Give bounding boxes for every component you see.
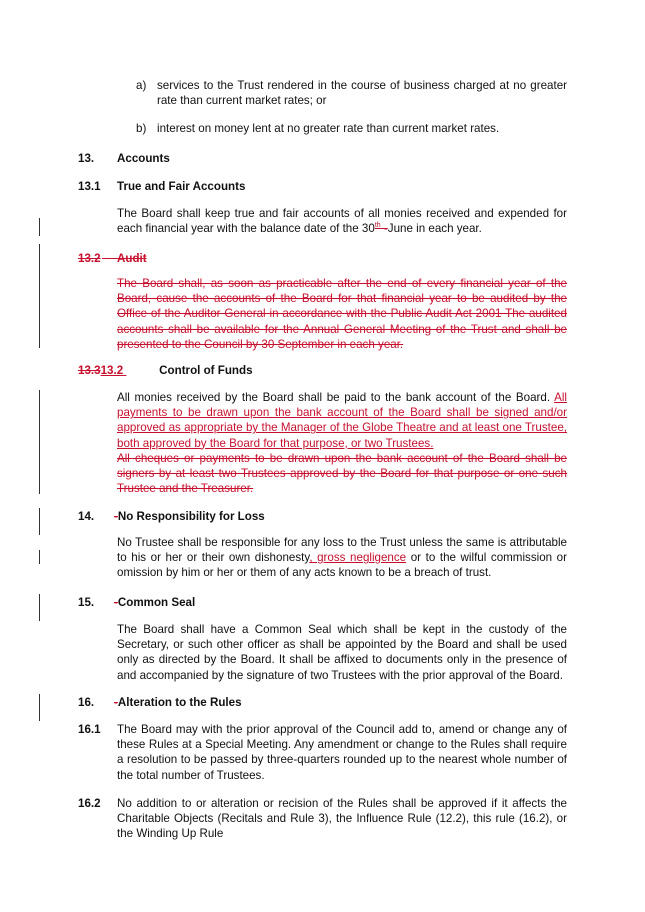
- section-heading: [114, 595, 195, 610]
- paragraph: [117, 390, 567, 496]
- section-heading: [114, 509, 265, 524]
- section-number: 13.: [78, 152, 95, 165]
- deleted-tab: [102, 251, 117, 266]
- paragraph-text: No Trustee shall be responsible for any loss to the Trust unless the same is attributable to his or her or their own dishonesty: [117, 536, 567, 565]
- section-heading-text: Common Seal: [117, 596, 196, 609]
- deleted-char: -: [114, 696, 118, 709]
- subsection-number: 16.1: [78, 723, 101, 736]
- subsection-number: [78, 363, 253, 378]
- paragraph: The Board may with the prior approval of the Council add to, amend or change any of these Rules at a Special Meeting. Any amendment or change to the Rules shall require a resolution to be passed by three-quarters rounded up to the nearest whole number of the total number of Trustees.: [117, 723, 567, 782]
- deleted-number: 13.3: [78, 364, 101, 377]
- section-heading: [114, 695, 242, 710]
- paragraph-text: All monies received by the Board shall be paid to the bank account of the Board.: [117, 391, 551, 404]
- list-marker: b): [136, 122, 147, 135]
- change-bar: [39, 508, 40, 535]
- change-bar: [39, 694, 40, 721]
- change-bar: [39, 218, 40, 236]
- paragraph: [117, 535, 567, 581]
- change-bar: [39, 244, 40, 348]
- section-number: 16.: [78, 696, 95, 709]
- list-item: services to the Trust rendered in the course of business charged at no greater rate than current market rates; or: [157, 79, 567, 108]
- deleted-text: -: [380, 222, 388, 236]
- deleted-paragraph: The Board shall, as soon as practicable after the end of every financial year of the Board, cause the accounts of the Board for that financial year to be audited by the Office of the Auditor General in accordance with the Public Audit Act 2001 The audited accounts shall be available for the Annual General Meeting of the Trust and shall be presented to the Council by 30 September in each year.: [117, 277, 567, 351]
- paragraph: No addition to or alteration or recision of the Rules shall be approved if it affects the Charitable Objects (Recitals and Rule 3), the Influence Rule (12.2), this rule (16.2), or the Winding Up Rule: [117, 797, 567, 841]
- paragraph-text: or to the wilful commission or omission by him or her or them of any acts known to be a breach of trust.: [117, 551, 567, 580]
- list-item: interest on money lent at no greater rate than current market rates.: [157, 122, 500, 135]
- deleted-char: -: [114, 510, 118, 523]
- section-heading-text: No Responsibility for Loss: [117, 510, 265, 523]
- change-bar: [39, 550, 40, 564]
- list-marker: a): [136, 79, 147, 92]
- section-number: 15.: [78, 596, 95, 609]
- paragraph: [117, 206, 567, 236]
- change-bar: [39, 390, 40, 494]
- deleted-text: All cheques or payments to be drawn upon the bank account of the Board shall be signers by at least two Trustees approved by the Board for that purpose or one such Trustee and the Treasurer.: [117, 451, 567, 496]
- inserted-tab: [123, 363, 159, 378]
- deleted-subsection-heading: Audit: [117, 252, 147, 265]
- subsection-heading: True and Fair Accounts: [117, 180, 246, 193]
- section-heading: Accounts: [117, 152, 170, 165]
- deleted-char: -: [114, 596, 118, 609]
- paragraph-text: June in each year.: [387, 222, 482, 236]
- section-number: 14.: [78, 510, 95, 523]
- inserted-superscript: th: [374, 222, 381, 230]
- subsection-heading: Control of Funds: [159, 364, 253, 377]
- paragraph: The Board shall have a Common Seal which shall be kept in the custody of the Secretary, or such other officer as shall be appointed by the Board and shall be used only as directed by the Board. It shall be affixed to documents only in the presence of and accompanied by the signature of two Trustees with the prior approval of the Board.: [117, 623, 567, 682]
- subsection-number: 13.1: [78, 180, 101, 193]
- subsection-number: 16.2: [78, 797, 101, 810]
- deleted-subsection-number: 13.2: [78, 252, 101, 265]
- inserted-text: All payments to be drawn upon the bank account of the Board shall be signed and/or approved as appropriate by the Manager of the Globe Theatre and at least one Trustee, both approved by the Board for that purpose, or two Trustees.: [117, 391, 567, 450]
- change-bar: [39, 594, 40, 621]
- paragraph-text: The Board shall keep true and fair accounts of all monies received and expended for each financial year with the balance date of the 30: [117, 207, 567, 236]
- inserted-number: 13.2: [100, 364, 124, 377]
- section-heading-text: Alteration to the Rules: [117, 696, 242, 709]
- inserted-text: , gross negligence: [309, 551, 407, 565]
